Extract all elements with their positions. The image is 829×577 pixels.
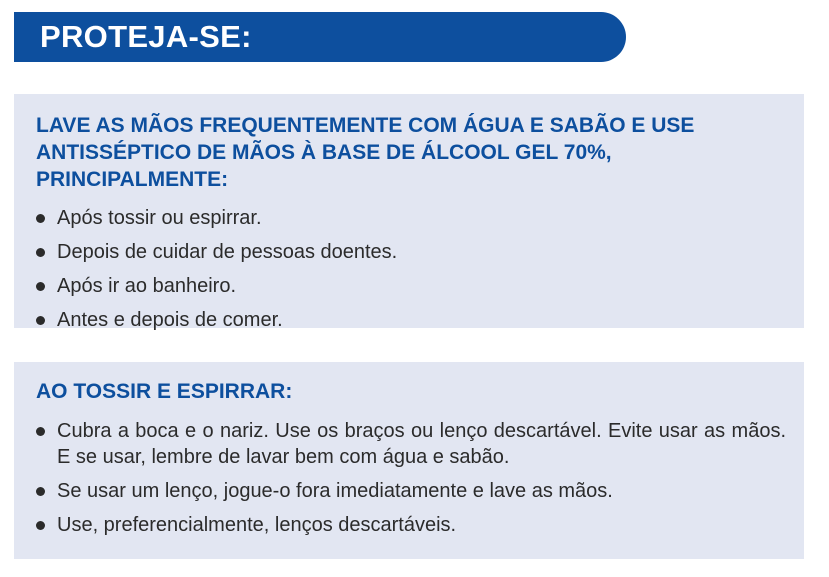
- header-banner: [14, 12, 626, 62]
- list-item-text: Após tossir ou espirrar.: [57, 207, 262, 229]
- bullet-icon: [36, 427, 45, 436]
- list-item: [36, 307, 786, 333]
- page-title: PROTEJA-SE:: [40, 19, 252, 54]
- bullet-icon: [36, 316, 45, 325]
- list-item-text: Depois de cuidar de pessoas doentes.: [57, 241, 398, 263]
- list-item-text: Use, preferencialmente, lenços descartáveis.: [57, 514, 457, 536]
- bullet-icon: [36, 248, 45, 257]
- list-item: [36, 205, 786, 231]
- cough-sneeze-panel: [14, 362, 804, 559]
- list-item-text: Se usar um lenço, jogue-o fora imediatamente e lave as mãos.: [57, 480, 613, 502]
- list-item: [36, 512, 786, 538]
- list-item: [36, 239, 786, 265]
- bullet-icon: [36, 282, 45, 291]
- hand-washing-heading: LAVE AS MÃOS FREQUENTEMENTE COM ÁGUA E SABÃO E USE ANTISSÉPTICO DE MÃOS À BASE DE ÁLCOOL GEL 70%, PRINCIPALMENTE:: [36, 114, 695, 191]
- list-item-text: Após ir ao banheiro.: [57, 275, 237, 297]
- list-item: [36, 478, 786, 504]
- list-item: [36, 418, 786, 470]
- hand-washing-panel: [14, 94, 804, 331]
- list-item: [36, 273, 786, 299]
- bullet-icon: [36, 214, 45, 223]
- list-item-text: Cubra a boca e o nariz. Use os braços ou lenço descartável. Evite usar as mãos. E se usar, lembre de lavar bem com água e sabão.: [57, 420, 786, 468]
- bullet-icon: [36, 521, 45, 530]
- cough-sneeze-list: [36, 418, 786, 538]
- bullet-icon: [36, 487, 45, 496]
- list-item-text: Antes e depois de comer.: [57, 309, 283, 331]
- hand-washing-list: [36, 205, 786, 333]
- cough-sneeze-heading: AO TOSSIR E ESPIRRAR:: [36, 380, 293, 403]
